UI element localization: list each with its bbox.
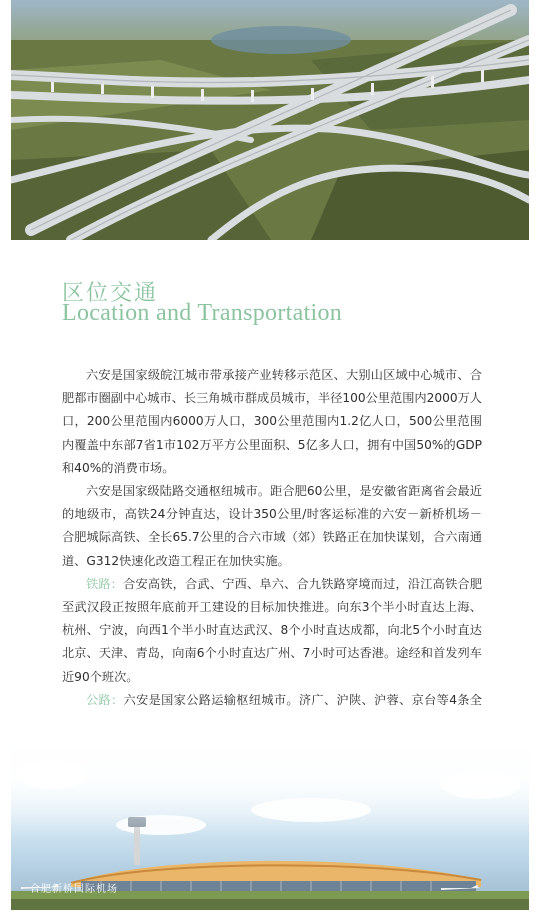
paragraph-railway xyxy=(62,573,482,689)
paragraph-text: 合安高铁，合武、宁西、阜六、合九铁路穿境而过，沿江高铁合肥至武汉段正按照年底前开工建设的目标加快推进。向东3个半小时直达上海、杭州、宁波，向西1个半小时直达武汉、8个小时直达成都，向北5个小时直达北京、天津、青岛，向南6个小时直达广州、7小时可达香港。途经和首发列车近90个班次。 xyxy=(62,576,483,684)
highway-illustration xyxy=(11,0,529,240)
paragraph-lead: 公路： xyxy=(86,692,124,707)
paragraph-text: 六安是国家级皖江城市带承接产业转移示范区、大别山区域中心城市、合肥都市圈副中心城市、长三角城市群成员城市，半径100公里范围内2000万人口，200公里范围内6000万人口，300公里范围内1.2亿人口，500公里范围内覆盖中东部7省1市102万平方公里面积、5亿多人口，拥有中国50%的GDP和40%的消费市场。 xyxy=(62,368,482,475)
paragraph-hub xyxy=(62,480,482,573)
paragraph-text: 六安是国家级陆路交通枢纽城市。距合肥60公里，是安徽省距离省会最近的地级市，高铁24分钟直达，设计350公里/时客运标准的六安－新桥机场－合肥城际高铁、全长65.7公里的合六市域（郊）铁路正在加快谋划，合六南通道、G312快速化改造工程正在加快实施。 xyxy=(62,484,482,568)
paragraph-text: 六安是国家公路运输枢纽城市。济广、沪陕、沪蓉、京台等4条全 xyxy=(123,692,482,707)
section-title: 区位交通 xyxy=(62,281,159,306)
paragraph-lead: 铁路： xyxy=(86,576,124,591)
highway-interchange-photo xyxy=(11,0,529,240)
photo-fade-overlay xyxy=(11,715,529,835)
airport-caption: 合肥新桥国际机场 xyxy=(30,884,118,895)
section-subtitle: Location and Transportation xyxy=(62,300,343,326)
paragraph-overview xyxy=(62,364,482,480)
